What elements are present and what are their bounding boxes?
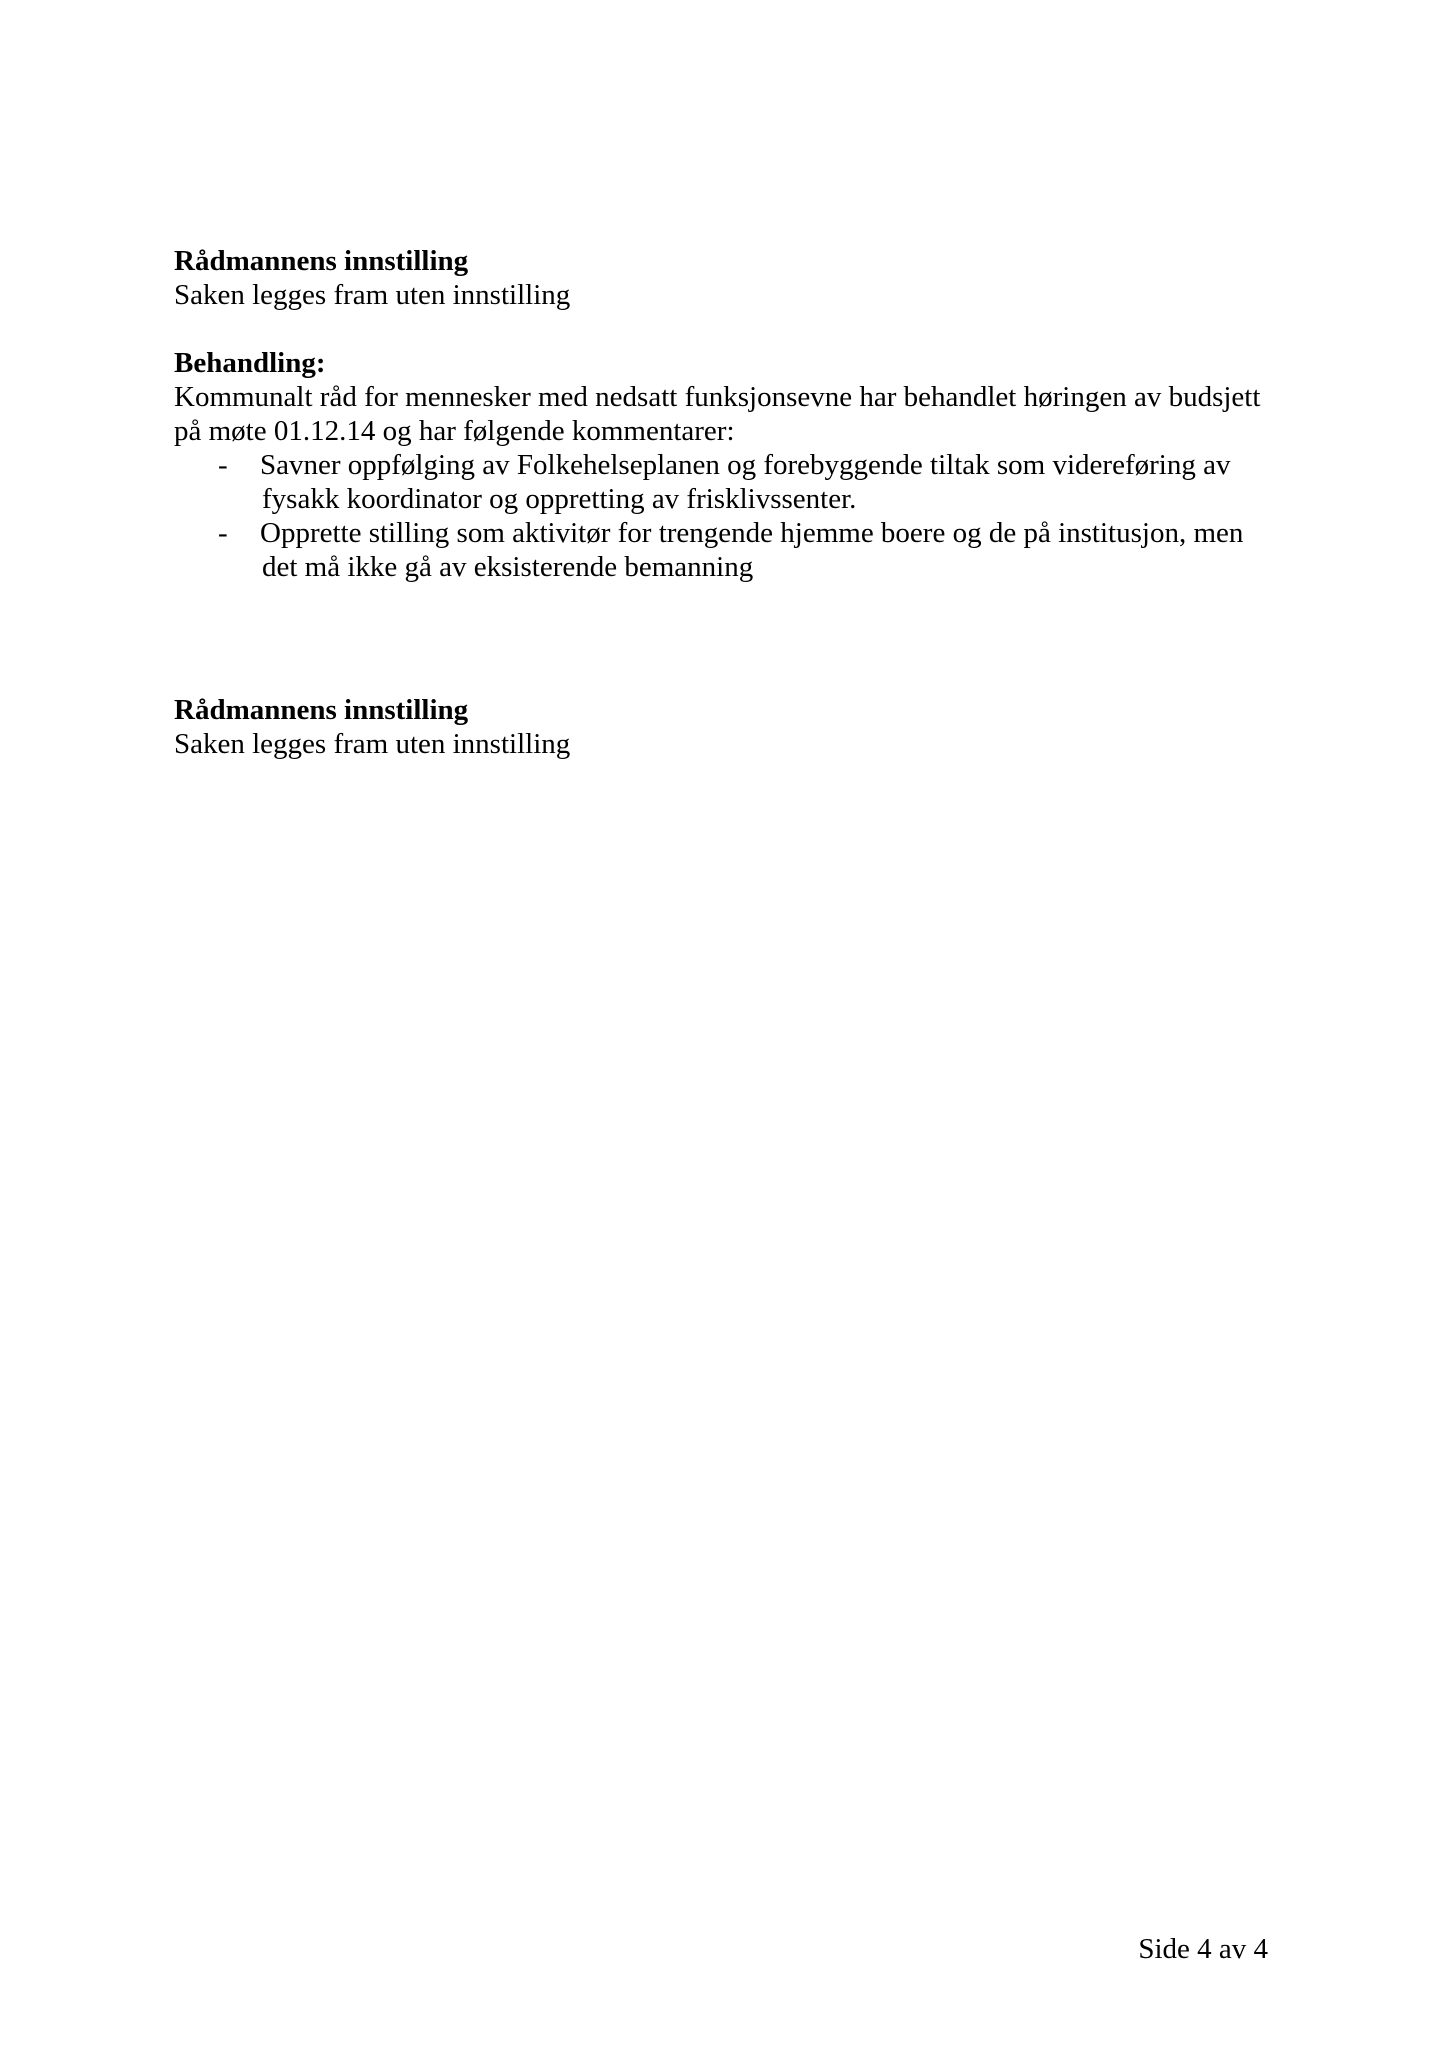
list-item-line: fysakk koordinator og oppretting av frisklivssenter. bbox=[262, 483, 857, 515]
list-item bbox=[174, 448, 1284, 516]
comment-list bbox=[174, 448, 1284, 584]
list-item-line: Savner oppfølging av Folkehelseplanen og forebyggende tiltak som videreføring av bbox=[260, 449, 1231, 481]
intro-line: Kommunalt råd for mennesker med nedsatt funksjonsevne har behandlet høringen av budsjett bbox=[174, 381, 1261, 413]
list-item-line: Opprette stilling som aktivitør for trengende hjemme boere og de på institusjon, men bbox=[260, 517, 1244, 549]
treatment-section bbox=[174, 346, 1284, 584]
section-heading: Behandling: bbox=[174, 347, 326, 379]
intro-line: på møte 01.12.14 og har følgende kommentarer: bbox=[174, 415, 735, 447]
recommendation-section-1 bbox=[174, 244, 1284, 312]
bullet-dash: - bbox=[218, 449, 228, 481]
list-item-line: det må ikke gå av eksisterende bemanning bbox=[262, 551, 754, 583]
recommendation-section-2 bbox=[174, 693, 1284, 761]
list-item bbox=[174, 516, 1284, 584]
page-number: Side 4 av 4 bbox=[1138, 1933, 1268, 1965]
bullet-dash: - bbox=[218, 517, 228, 549]
section-text: Saken legges fram uten innstilling bbox=[174, 728, 571, 760]
section-heading: Rådmannens innstilling bbox=[174, 245, 469, 277]
section-heading: Rådmannens innstilling bbox=[174, 694, 469, 726]
section-text: Saken legges fram uten innstilling bbox=[174, 279, 571, 311]
